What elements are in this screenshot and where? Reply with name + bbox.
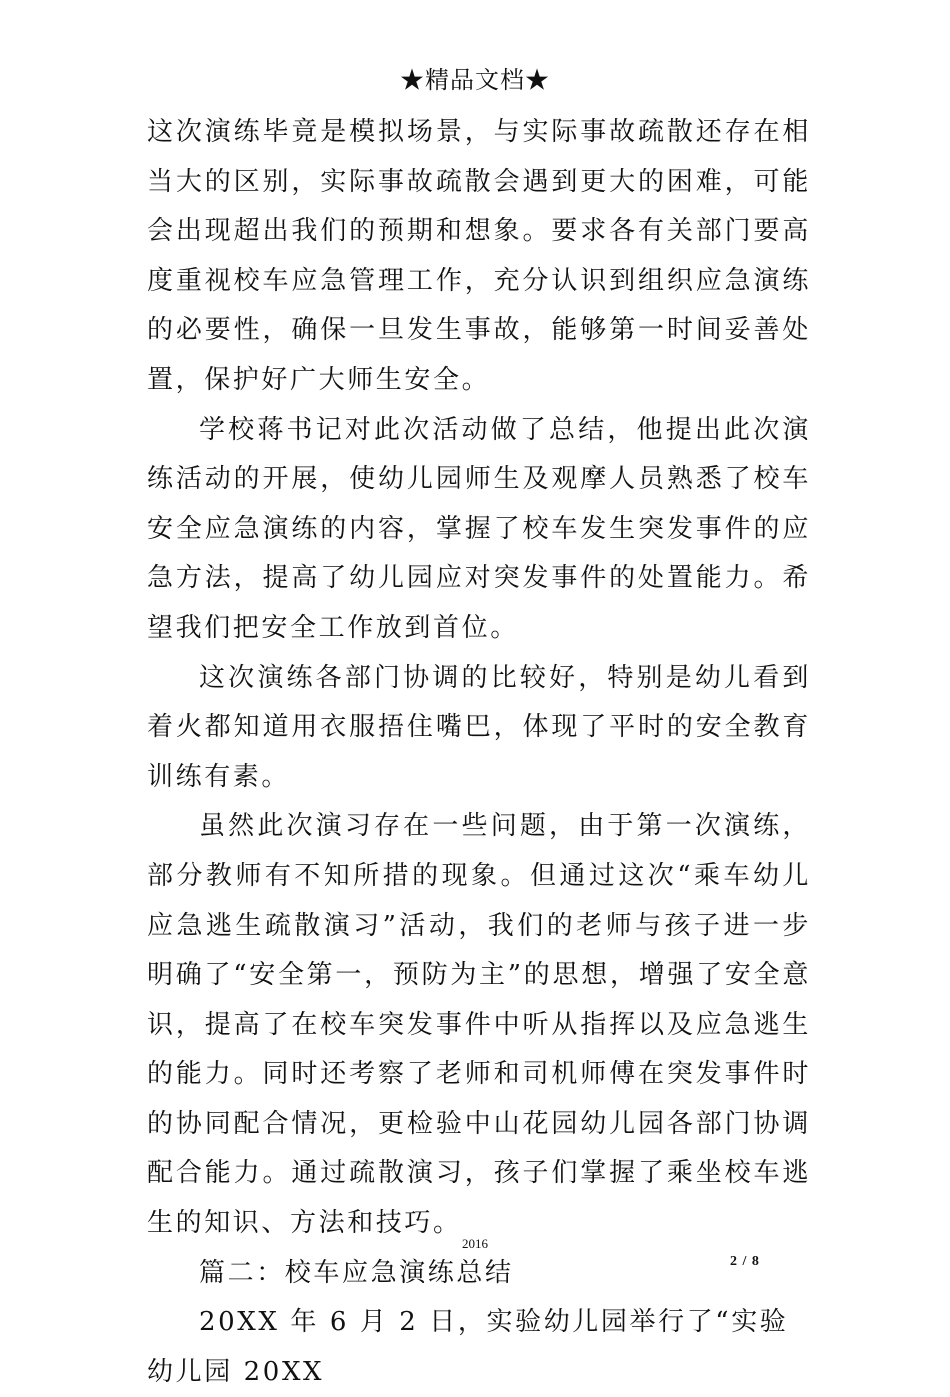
paragraph-4: 虽然此次演习存在一些问题，由于第一次演练，部分教师有不知所措的现象。但通过这次“乘车幼儿应急逃生疏散演习”活动，我们的老师与孩子进一步明确了“安全第一，预防为主”的思想，增强了安全意识，提高了在校车突发事件中听从指挥以及应急逃生的能力。同时还考察了老师和司机师傅在突发事件时的协同配合情况，更检验中山花园幼儿园各部门协调配合能力。通过疏散演习，孩子们掌握了乘坐校车逃生的知识、方法和技巧。 bbox=[147, 811, 811, 1239]
section-heading: 篇二：校车应急演练总结 bbox=[199, 1257, 514, 1288]
paragraph-1: 这次演练毕竟是模拟场景，与实际事故疏散还存在相当大的区别，实际事故疏散会遇到更大的困难，可能会出现超出我们的预期和想象。要求各有关部门要高度重视校车应急管理工作，充分认识到组织应急演练的必要性，确保一旦发生事故，能够第一时间妥善处置，保护好广大师生安全。 bbox=[147, 117, 811, 395]
footer-year: 2016 bbox=[462, 1236, 488, 1251]
paragraph-3: 这次演练各部门协调的比较好，特别是幼儿看到着火都知道用衣服捂住嘴巴，体现了平时的安全教育训练有素。 bbox=[147, 662, 811, 792]
paragraph-5: 20XX 年 6 月 2 日，实验幼儿园举行了“实验幼儿园 20XX bbox=[147, 1307, 789, 1387]
page-header-title: ★精品文档★ bbox=[400, 66, 550, 94]
document-body bbox=[147, 108, 811, 1397]
page-number: 2 / 8 bbox=[730, 1254, 760, 1269]
paragraph-2: 学校蒋书记对此次活动做了总结，他提出此次演练活动的开展，使幼儿园师生及观摩人员熟悉了校车安全应急演练的内容，掌握了校车发生突发事件的应急方法，提高了幼儿园应对突发事件的处置能力。希望我们把安全工作放到首位。 bbox=[147, 414, 811, 643]
